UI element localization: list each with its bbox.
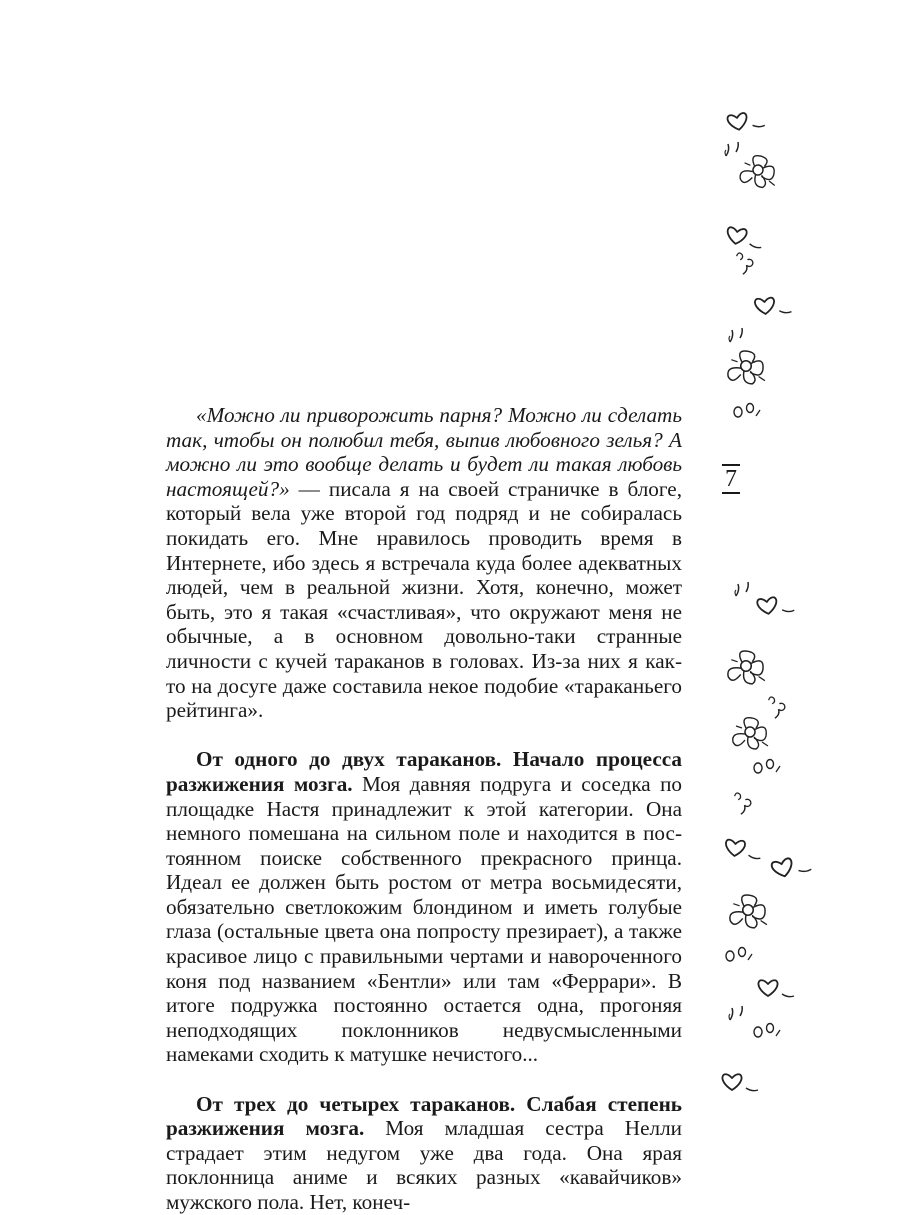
intro-quote: «Можно ли приворожить парня? Можно ли сделать так, чтобы он полюбил тебя, выпив любовного зелья? А можно ли это вообще делать и будет ли такая любовь настоящей?» (166, 403, 682, 501)
rating-heading-three-four: От трех до четырех тараканов. Слабая степень разжижения мозга. (166, 1091, 682, 1141)
flower-icon (726, 346, 766, 391)
rating-text-one-two: Моя давняя подруга и соседка по площадке Настя принадлежит к этой категории. Она немного помешана на сильном поле и находится в постоянном поиске собственного прекрасного принца. Идеал ее должен быть ростом от метра восьмидесяти, обязательно светлокожим блондином и иметь голубые глаза (остальные цвета она попросту презирает), а также красивое лицо с правильными чертами и навороченного коня под названием «Бентли» или там «Феррари». В итоге подружка постоянно остается одна, прогоняя неподходящих поклонников недвусмысленными намеками сходить к матушке нечистого... (166, 771, 683, 1067)
swirl-icon (720, 778, 760, 823)
page-number: 7 (725, 466, 737, 492)
intro-text: — писала я на своей страничке в блоге, который вела уже второй год подряд и не собиралась покидать его. Мне нравилось проводить время в Интернете, ибо здесь я встречала куда более адекватных людей, чем в реальной жизни. Хотя, конечно, может быть, это я такая «счастливая», что окружают меня не обычные, а в основном довольно-таки странные личности с кучей тараканов в головах. Из-за них я как-то на досуге даже составила некое подобие «тараканьего рейтинга». (166, 476, 682, 723)
heart-icon (746, 576, 786, 621)
flower-icon (738, 150, 778, 195)
droplets-icon (744, 1012, 784, 1057)
body-text (166, 403, 682, 1215)
droplets-icon (724, 392, 764, 437)
heart-icon (716, 818, 756, 863)
rating-text-three-four: Моя младшая сестра Нелли страдает этим недугом уже два года. Она ярая поклонница аниме и всяких разных «кавайчиков» мужского пола. Нет, конеч- (166, 1116, 682, 1214)
rating-heading-one-two: От одного до двух тараканов. Начало процесса разжижения мозга. (166, 747, 682, 796)
heart-icon (712, 1052, 752, 1097)
flower-icon (728, 890, 768, 935)
paragraph-rating-three-four (166, 1092, 682, 1215)
heart-icon (760, 838, 800, 883)
paragraph-intro (166, 403, 682, 723)
paragraph-rating-one-two (166, 747, 682, 1067)
page-number-rule-bottom (722, 492, 740, 494)
